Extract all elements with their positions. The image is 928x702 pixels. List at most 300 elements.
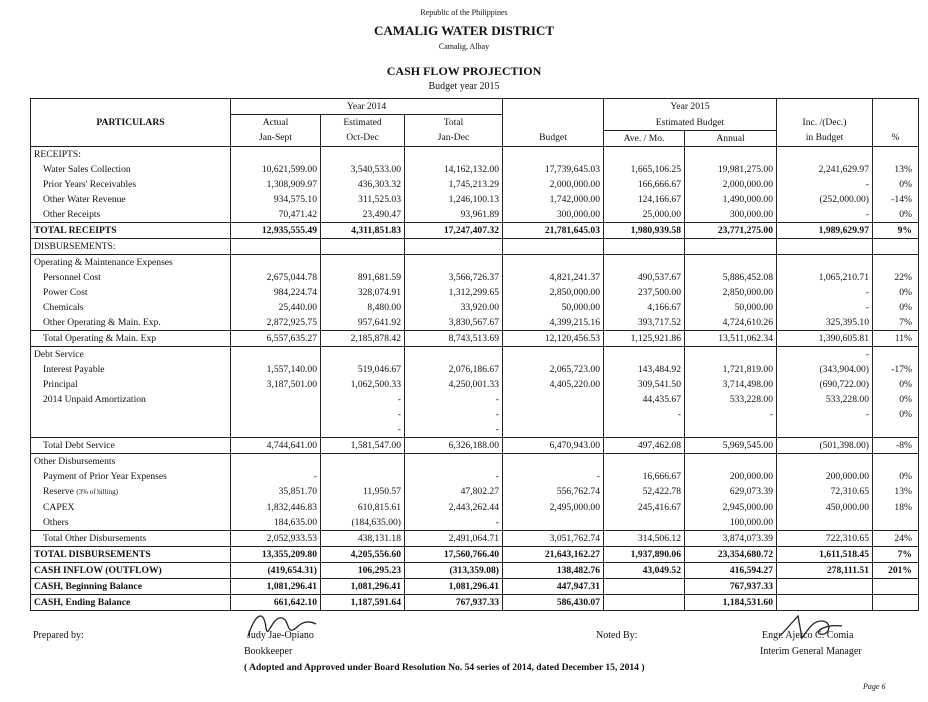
- amount-cell: 4,311,851.83: [321, 222, 405, 238]
- amount-cell: 4,250,001.33: [405, 377, 503, 392]
- row-label: [31, 177, 231, 192]
- header-row-1: [31, 99, 919, 115]
- table-row: [31, 500, 919, 515]
- amount-cell: [777, 578, 873, 594]
- amount-cell: 166,666.67: [604, 177, 685, 192]
- amount-cell: 1,665,106.25: [604, 162, 685, 177]
- amount-cell: 124,166.67: [604, 192, 685, 207]
- amount-cell: 610,815.61: [321, 500, 405, 515]
- amount-cell: [503, 392, 604, 407]
- amount-cell: [685, 453, 777, 469]
- row-label: [31, 546, 231, 562]
- row-label: [31, 515, 231, 531]
- amount-cell: -: [405, 392, 503, 407]
- row-label: [31, 453, 231, 469]
- row-label: [31, 469, 231, 484]
- report-title: CASH FLOW PROJECTION: [386, 64, 542, 78]
- amount-cell: [604, 238, 685, 254]
- table-row: [31, 254, 919, 270]
- table-row: [31, 207, 919, 223]
- row-label-text: TOTAL DISBURSEMENTS: [34, 548, 151, 560]
- row-label-text: DISBURSEMENTS:: [34, 240, 116, 252]
- bookkeeper-title: Bookkeeper: [244, 646, 293, 657]
- row-label: [31, 300, 231, 315]
- row-label-text: CASH, Beginning Balance: [34, 580, 142, 592]
- percent-cell: 0%: [873, 407, 919, 422]
- row-label-text: Other Disbursements: [34, 455, 116, 467]
- amount-cell: -: [405, 469, 503, 484]
- percent-cell: [873, 578, 919, 594]
- amount-cell: 1,125,921.86: [604, 330, 685, 346]
- percent-header: %: [873, 130, 919, 146]
- percent-cell: 13%: [873, 484, 919, 500]
- amount-cell: [604, 515, 685, 531]
- amount-cell: [231, 422, 321, 438]
- table-row: [31, 285, 919, 300]
- amount-cell: [231, 392, 321, 407]
- table-row: [31, 192, 919, 207]
- amount-cell: 314,506.12: [604, 530, 685, 546]
- amount-cell: 1,937,890.06: [604, 546, 685, 562]
- table-row: [31, 392, 919, 407]
- amount-cell: [231, 346, 321, 362]
- amount-cell: [685, 422, 777, 438]
- actual-subheader: Jan-Sept: [231, 130, 321, 146]
- amount-cell: 2,052,933.53: [231, 530, 321, 546]
- amount-cell: 4,166.67: [604, 300, 685, 315]
- amount-cell: [503, 453, 604, 469]
- amount-cell: [685, 238, 777, 254]
- amount-cell: 490,537.67: [604, 270, 685, 285]
- amount-cell: 10,621,599.00: [231, 162, 321, 177]
- amount-cell: 2,443,262.44: [405, 500, 503, 515]
- prepared-by-label: Prepared by:: [33, 630, 84, 641]
- amount-cell: 17,739,645.03: [503, 162, 604, 177]
- amount-cell: 23,354,680.72: [685, 546, 777, 562]
- amount-cell: 586,430.07: [503, 594, 604, 610]
- ave-mo-header: Ave. / Mo.: [604, 130, 685, 146]
- table-row: [31, 162, 919, 177]
- row-label-note: (3% of billing): [76, 487, 118, 496]
- row-label: [31, 270, 231, 285]
- year-2015-header: Year 2015: [604, 99, 777, 115]
- amount-cell: 436,303.32: [321, 177, 405, 192]
- row-label-text: TOTAL RECEIPTS: [34, 224, 117, 236]
- percent-cell: 0%: [873, 285, 919, 300]
- row-label: [31, 346, 231, 362]
- republic-line: Republic of the Philippines: [420, 8, 508, 17]
- amount-cell: 200,000.00: [777, 469, 873, 484]
- amount-cell: 1,081,296.41: [231, 578, 321, 594]
- amount-cell: 2,241,629.97: [777, 162, 873, 177]
- table-row: [31, 422, 919, 438]
- estimated-budget-header: Estimated Budget: [604, 115, 777, 131]
- amount-cell: 328,074.91: [321, 285, 405, 300]
- amount-cell: [503, 238, 604, 254]
- amount-cell: [604, 453, 685, 469]
- amount-cell: 984,224.74: [231, 285, 321, 300]
- amount-cell: [503, 422, 604, 438]
- total-header: Total: [405, 115, 503, 131]
- amount-cell: 447,947.31: [503, 578, 604, 594]
- amount-cell: 11,950.57: [321, 484, 405, 500]
- amount-cell: 2,850,000.00: [503, 285, 604, 300]
- inc-dec-subheader: in Budget: [777, 130, 873, 146]
- cash-flow-table: [30, 98, 919, 611]
- amount-cell: 2,076,186.67: [405, 362, 503, 377]
- row-label: [31, 222, 231, 238]
- amount-cell: [604, 422, 685, 438]
- amount-cell: 767,937.33: [405, 594, 503, 610]
- percent-cell: 0%: [873, 469, 919, 484]
- amount-cell: [777, 146, 873, 162]
- amount-cell: 25,000.00: [604, 207, 685, 223]
- row-label-text: Chemicals: [43, 301, 84, 313]
- amount-cell: -: [321, 392, 405, 407]
- percent-cell: 0%: [873, 377, 919, 392]
- amount-cell: 533,228.00: [777, 392, 873, 407]
- amount-cell: 2,000,000.00: [685, 177, 777, 192]
- amount-cell: 311,525.03: [321, 192, 405, 207]
- percent-cell: [873, 453, 919, 469]
- manager-name: Engr. Ajerco C. Comia: [762, 630, 854, 641]
- amount-cell: 70,471.42: [231, 207, 321, 223]
- total-subheader: Jan-Dec: [405, 130, 503, 146]
- amount-cell: -: [321, 407, 405, 422]
- amount-cell: (313,359.08): [405, 562, 503, 578]
- amount-cell: 14,162,132.00: [405, 162, 503, 177]
- amount-cell: (343,904.00): [777, 362, 873, 377]
- manager-title: Interim General Manager: [760, 646, 862, 657]
- amount-cell: 278,111.51: [777, 562, 873, 578]
- amount-cell: [777, 254, 873, 270]
- amount-cell: 2,000,000.00: [503, 177, 604, 192]
- amount-cell: -: [777, 407, 873, 422]
- amount-cell: [503, 515, 604, 531]
- amount-cell: 1,557,140.00: [231, 362, 321, 377]
- row-label-text: Others: [43, 516, 69, 528]
- table-row: [31, 437, 919, 453]
- table-row: [31, 530, 919, 546]
- amount-cell: [685, 254, 777, 270]
- bookkeeper-name: Judy Jae-Opiano: [247, 630, 314, 641]
- amount-cell: 106,295.23: [321, 562, 405, 578]
- amount-cell: -: [777, 346, 873, 362]
- amount-cell: 2,065,723.00: [503, 362, 604, 377]
- amount-cell: 416,594.27: [685, 562, 777, 578]
- row-label: [31, 377, 231, 392]
- amount-cell: 1,390,605.81: [777, 330, 873, 346]
- amount-cell: 1,184,531.60: [685, 594, 777, 610]
- report-subtitle: Budget year 2015: [428, 81, 500, 92]
- row-label-text: Other Receipts: [43, 208, 101, 220]
- amount-cell: [777, 238, 873, 254]
- row-label: [31, 238, 231, 254]
- amount-cell: 1,989,629.97: [777, 222, 873, 238]
- amount-cell: 309,541.50: [604, 377, 685, 392]
- table-row: [31, 377, 919, 392]
- amount-cell: [604, 346, 685, 362]
- amount-cell: -: [604, 407, 685, 422]
- row-label-text: Prior Years' Receivables: [43, 178, 137, 190]
- percent-cell: -17%: [873, 362, 919, 377]
- table-row: [31, 146, 919, 162]
- amount-cell: 44,435.67: [604, 392, 685, 407]
- amount-cell: 138,482.76: [503, 562, 604, 578]
- amount-cell: 1,308,909.97: [231, 177, 321, 192]
- row-label: [31, 578, 231, 594]
- estimated-subheader: Oct-Dec: [321, 130, 405, 146]
- amount-cell: 3,187,501.00: [231, 377, 321, 392]
- amount-cell: 3,051,762.74: [503, 530, 604, 546]
- percent-cell: 0%: [873, 177, 919, 192]
- amount-cell: 6,326,188.00: [405, 437, 503, 453]
- row-label: [31, 207, 231, 223]
- percent-cell: 0%: [873, 207, 919, 223]
- row-label-text: Interest Payable: [43, 363, 105, 375]
- amount-cell: (184,635.00): [321, 515, 405, 531]
- amount-cell: [321, 346, 405, 362]
- percent-cell: 9%: [873, 222, 919, 238]
- year-2014-header: Year 2014: [231, 99, 503, 115]
- actual-header: Actual: [231, 115, 321, 131]
- amount-cell: 300,000.00: [685, 207, 777, 223]
- amount-cell: [321, 238, 405, 254]
- amount-cell: 13,511,062.34: [685, 330, 777, 346]
- table-row: [31, 484, 919, 500]
- amount-cell: -: [405, 422, 503, 438]
- percent-cell: [873, 515, 919, 531]
- amount-cell: 891,681.59: [321, 270, 405, 285]
- amount-cell: 497,462.08: [604, 437, 685, 453]
- estimated-header: Estimated: [321, 115, 405, 131]
- table-row: [31, 238, 919, 254]
- district-name: CAMALIG WATER DISTRICT: [373, 23, 555, 38]
- row-label-text: Debt Service: [34, 348, 84, 360]
- row-label-text: Total Operating & Main. Exp: [43, 332, 157, 344]
- row-label: [31, 330, 231, 346]
- amount-cell: 300,000.00: [503, 207, 604, 223]
- table-row: [31, 300, 919, 315]
- amount-cell: 47,802.27: [405, 484, 503, 500]
- amount-cell: 50,000.00: [503, 300, 604, 315]
- amount-cell: 2,945,000.00: [685, 500, 777, 515]
- amount-cell: 43,049.52: [604, 562, 685, 578]
- amount-cell: (690,722.00): [777, 377, 873, 392]
- amount-cell: 50,000.00: [685, 300, 777, 315]
- row-label: [31, 162, 231, 177]
- amount-cell: 245,416.67: [604, 500, 685, 515]
- amount-cell: 13,355,209.80: [231, 546, 321, 562]
- amount-cell: -: [685, 407, 777, 422]
- amount-cell: 3,566,726.37: [405, 270, 503, 285]
- row-label: [31, 594, 231, 610]
- table-row: [31, 453, 919, 469]
- amount-cell: -: [405, 407, 503, 422]
- row-label: [31, 254, 231, 270]
- amount-cell: 934,575.10: [231, 192, 321, 207]
- district-location: Camalig, Albay: [438, 42, 490, 51]
- amount-cell: [231, 254, 321, 270]
- amount-cell: 556,762.74: [503, 484, 604, 500]
- amount-cell: 3,830,567.67: [405, 315, 503, 331]
- amount-cell: 1,062,500.33: [321, 377, 405, 392]
- annual-header: Annual: [685, 130, 777, 146]
- amount-cell: 3,540,533.00: [321, 162, 405, 177]
- row-label: [31, 437, 231, 453]
- amount-cell: 16,666.67: [604, 469, 685, 484]
- row-label-text: Principal: [43, 378, 78, 390]
- amount-cell: [685, 346, 777, 362]
- page-number: Page 6: [863, 682, 886, 691]
- row-label: [31, 530, 231, 546]
- row-label-text: Other Water Revenue: [43, 193, 126, 205]
- amount-cell: 200,000.00: [685, 469, 777, 484]
- particulars-header: PARTICULARS: [31, 115, 231, 131]
- amount-cell: 1,745,213.29: [405, 177, 503, 192]
- amount-cell: -: [777, 285, 873, 300]
- amount-cell: 2,872,925.75: [231, 315, 321, 331]
- inc-dec-header: Inc. /(Dec.): [777, 115, 873, 131]
- amount-cell: 722,310.65: [777, 530, 873, 546]
- amount-cell: 17,560,766.40: [405, 546, 503, 562]
- amount-cell: [231, 453, 321, 469]
- row-label: [31, 315, 231, 331]
- amount-cell: -: [777, 300, 873, 315]
- percent-cell: 11%: [873, 330, 919, 346]
- amount-cell: [231, 407, 321, 422]
- amount-cell: -: [777, 177, 873, 192]
- amount-cell: 3,714,498.00: [685, 377, 777, 392]
- row-label-text: CASH, Ending Balance: [34, 596, 131, 608]
- noted-by-label: Noted By:: [596, 630, 638, 641]
- amount-cell: 1,312,299.65: [405, 285, 503, 300]
- row-label-text: 2014 Unpaid Amortization: [43, 393, 146, 405]
- row-label: [31, 407, 231, 422]
- row-label: [31, 285, 231, 300]
- amount-cell: 2,185,878.42: [321, 330, 405, 346]
- row-label-text: CAPEX: [43, 501, 75, 513]
- amount-cell: 1,081,296.41: [321, 578, 405, 594]
- amount-cell: 33,920.00: [405, 300, 503, 315]
- amount-cell: 1,581,547.00: [321, 437, 405, 453]
- amount-cell: 325,395.10: [777, 315, 873, 331]
- row-label-text: Reserve: [43, 485, 74, 497]
- amount-cell: 100,000.00: [685, 515, 777, 531]
- percent-cell: 201%: [873, 562, 919, 578]
- table-row: [31, 562, 919, 578]
- row-label-text: Payment of Prior Year Expenses: [43, 470, 167, 482]
- amount-cell: (252,000.00): [777, 192, 873, 207]
- amount-cell: 8,743,513.69: [405, 330, 503, 346]
- amount-cell: 438,131.18: [321, 530, 405, 546]
- amount-cell: [777, 515, 873, 531]
- row-label-text: Personnel Cost: [43, 271, 101, 283]
- table-row: [31, 315, 919, 331]
- amount-cell: 1,832,446.83: [231, 500, 321, 515]
- row-label: [31, 484, 231, 500]
- amount-cell: 12,120,456.53: [503, 330, 604, 346]
- amount-cell: [604, 146, 685, 162]
- row-label: [31, 392, 231, 407]
- table-row: [31, 578, 919, 594]
- amount-cell: 2,491,064.71: [405, 530, 503, 546]
- amount-cell: [321, 453, 405, 469]
- amount-cell: 184,635.00: [231, 515, 321, 531]
- amount-cell: [405, 146, 503, 162]
- amount-cell: -: [405, 515, 503, 531]
- amount-cell: 21,781,645.03: [503, 222, 604, 238]
- amount-cell: 1,065,210.71: [777, 270, 873, 285]
- percent-cell: 13%: [873, 162, 919, 177]
- row-label: [31, 192, 231, 207]
- row-label: [31, 562, 231, 578]
- amount-cell: 1,721,819.00: [685, 362, 777, 377]
- table-row: [31, 515, 919, 531]
- percent-cell: [873, 594, 919, 610]
- table-row: [31, 222, 919, 238]
- amount-cell: 23,490.47: [321, 207, 405, 223]
- amount-cell: [405, 238, 503, 254]
- amount-cell: -: [321, 422, 405, 438]
- percent-cell: [873, 346, 919, 362]
- amount-cell: 393,717.52: [604, 315, 685, 331]
- row-label-text: Total Debt Service: [43, 439, 115, 451]
- amount-cell: -: [503, 469, 604, 484]
- amount-cell: [503, 407, 604, 422]
- percent-cell: [873, 146, 919, 162]
- amount-cell: 4,405,220.00: [503, 377, 604, 392]
- amount-cell: 93,961.89: [405, 207, 503, 223]
- amount-cell: 767,937.33: [685, 578, 777, 594]
- row-label-text: RECEIPTS:: [34, 148, 81, 160]
- table-row: [31, 362, 919, 377]
- board-resolution-note: ( Adopted and Approved under Board Resolution No. 54 series of 2014, dated December 15, 2014 ): [244, 662, 645, 673]
- amount-cell: 1,081,296.41: [405, 578, 503, 594]
- amount-cell: 4,724,610.26: [685, 315, 777, 331]
- percent-cell: [873, 422, 919, 438]
- percent-cell: [873, 238, 919, 254]
- row-label: [31, 500, 231, 515]
- amount-cell: [604, 254, 685, 270]
- amount-cell: 1,611,518.45: [777, 546, 873, 562]
- amount-cell: 4,399,215.16: [503, 315, 604, 331]
- amount-cell: 5,969,545.00: [685, 437, 777, 453]
- percent-cell: 0%: [873, 300, 919, 315]
- amount-cell: 1,490,000.00: [685, 192, 777, 207]
- table-row: [31, 270, 919, 285]
- amount-cell: [321, 146, 405, 162]
- percent-cell: 7%: [873, 315, 919, 331]
- amount-cell: 1,246,100.13: [405, 192, 503, 207]
- amount-cell: 25,440.00: [231, 300, 321, 315]
- amount-cell: [405, 453, 503, 469]
- amount-cell: 2,850,000.00: [685, 285, 777, 300]
- percent-cell: 22%: [873, 270, 919, 285]
- amount-cell: [777, 453, 873, 469]
- percent-cell: 0%: [873, 392, 919, 407]
- amount-cell: 629,073.39: [685, 484, 777, 500]
- row-label: [31, 146, 231, 162]
- amount-cell: 661,642.10: [231, 594, 321, 610]
- amount-cell: 1,980,939.58: [604, 222, 685, 238]
- amount-cell: 21,643,162.27: [503, 546, 604, 562]
- amount-cell: 1,187,591.64: [321, 594, 405, 610]
- percent-cell: -14%: [873, 192, 919, 207]
- table-row: [31, 407, 919, 422]
- amount-cell: [604, 594, 685, 610]
- amount-cell: 19,981,275.00: [685, 162, 777, 177]
